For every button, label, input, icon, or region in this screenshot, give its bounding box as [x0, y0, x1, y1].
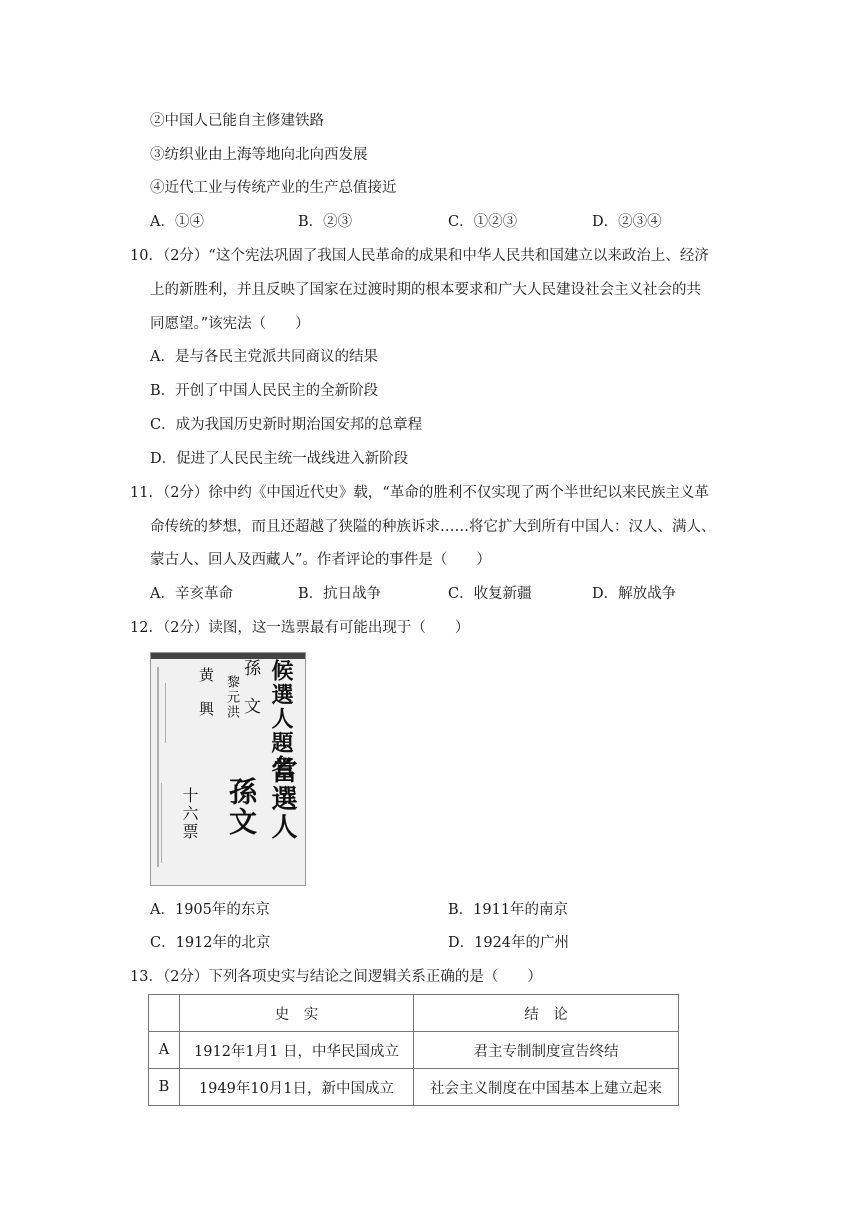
q12-stem: 12．（2分）读图，这一选票最有可能出现于（ ） — [130, 620, 470, 636]
q10-option-a: A．是与各民主党派共同商议的结果 — [150, 349, 378, 365]
q11-stem-line-2: 命传统的梦想，而且还超越了狭隘的种族诉求……将它扩大到所有中国人：汉人、满人、 — [150, 519, 716, 535]
q10-option-b: B．开创了中国人民民主的全新阶段 — [150, 383, 379, 399]
q12-option-d: D．1924年的广州 — [448, 935, 570, 951]
q12-option-c: C．1912年的北京 — [150, 935, 271, 951]
q9-option-c: C．①②③ — [448, 214, 518, 230]
table-header-facts: 史 实 — [180, 995, 414, 1032]
ballot-scan-mark — [161, 783, 162, 863]
table-cell-fact: 1949年10月1日，新中国成立 — [180, 1069, 414, 1106]
q9-statement-4: ④近代工业与传统产业的生产总值接近 — [150, 180, 397, 196]
q9-option-a: A．①④ — [150, 214, 204, 230]
q12-options-row-2 — [150, 933, 750, 953]
table-row-label: B — [149, 1069, 180, 1106]
facts-conclusions-table — [148, 994, 679, 1106]
table-row-label: A — [149, 1032, 180, 1069]
ballot-elected-name: 孫文 — [225, 777, 258, 837]
ballot-image — [150, 652, 306, 886]
q10-stem-line-1: 10．（2分）“这个宪法巩固了我国人民革命的成果和中华人民共和国建立以来政治上、经济 — [130, 248, 709, 264]
q13-stem: 13．（2分）下列各项史实与结论之间逻辑关系正确的是（ ） — [130, 969, 542, 985]
q11-option-d: D．解放战争 — [592, 586, 677, 602]
ballot-name-sun-wen: 孫 文 — [240, 659, 260, 716]
q11-options — [150, 584, 750, 604]
table-row — [149, 1032, 679, 1069]
q10-option-d: D．促进了人民民主统一战线进入新阶段 — [150, 451, 409, 467]
q11-stem-line-3: 蒙古人、回人及西藏人”。作者评论的事件是（ ） — [150, 552, 491, 568]
ballot-vote-count: 十六票 — [180, 787, 199, 841]
q11-option-b: B．抗日战争 — [298, 586, 382, 602]
table-row — [149, 1069, 679, 1106]
q10-stem-line-3: 同愿望。”该宪法（ ） — [150, 316, 310, 332]
table-cell-fact: 1912年1月1 日，中华民国成立 — [180, 1032, 414, 1069]
ballot-scan-mark — [157, 667, 159, 867]
q9-options — [150, 212, 750, 232]
ballot-candidate-heading: 候選人題名 — [268, 659, 294, 779]
table-header-blank — [149, 995, 180, 1032]
q9-statement-3: ③纺织业由上海等地向北向西发展 — [150, 147, 368, 163]
q10-option-c: C．成为我国历史新时期治国安邦的总章程 — [150, 417, 423, 433]
table-cell-conclusion: 社会主义制度在中国基本上建立起来 — [414, 1069, 679, 1106]
q12-option-b: B．1911年的南京 — [448, 902, 569, 918]
table-header-row — [149, 995, 679, 1032]
table-cell-conclusion: 君主专制制度宣告终结 — [414, 1032, 679, 1069]
q10-stem-line-2: 上的新胜利，并且反映了国家在过渡时期的根本要求和广大人民建设社会主义社会的共 — [150, 282, 701, 298]
q11-option-c: C．收复新疆 — [448, 586, 532, 602]
ballot-elected-heading: 當選人 — [267, 757, 297, 841]
ballot-scan-mark — [165, 683, 166, 743]
ballot-name-li-yuanhong: 黎元洪 — [224, 675, 239, 720]
q11-stem-line-1: 11．（2分）徐中约《中国近代史》载，“革命的胜利不仅实现了两个半世纪以来民族主义革 — [130, 485, 709, 501]
q12-options-row-1 — [150, 900, 750, 920]
ballot-name-huang-xing: 黄 興 — [197, 667, 215, 718]
q9-option-b: B．②③ — [298, 214, 353, 230]
q12-option-a: A．1905年的东京 — [150, 902, 270, 918]
q9-statement-2: ②中国人已能自主修建铁路 — [150, 113, 324, 129]
q9-option-d: D．②③④ — [592, 214, 662, 230]
table-header-conclusions: 结 论 — [414, 995, 679, 1032]
q11-option-a: A．辛亥革命 — [150, 586, 233, 602]
